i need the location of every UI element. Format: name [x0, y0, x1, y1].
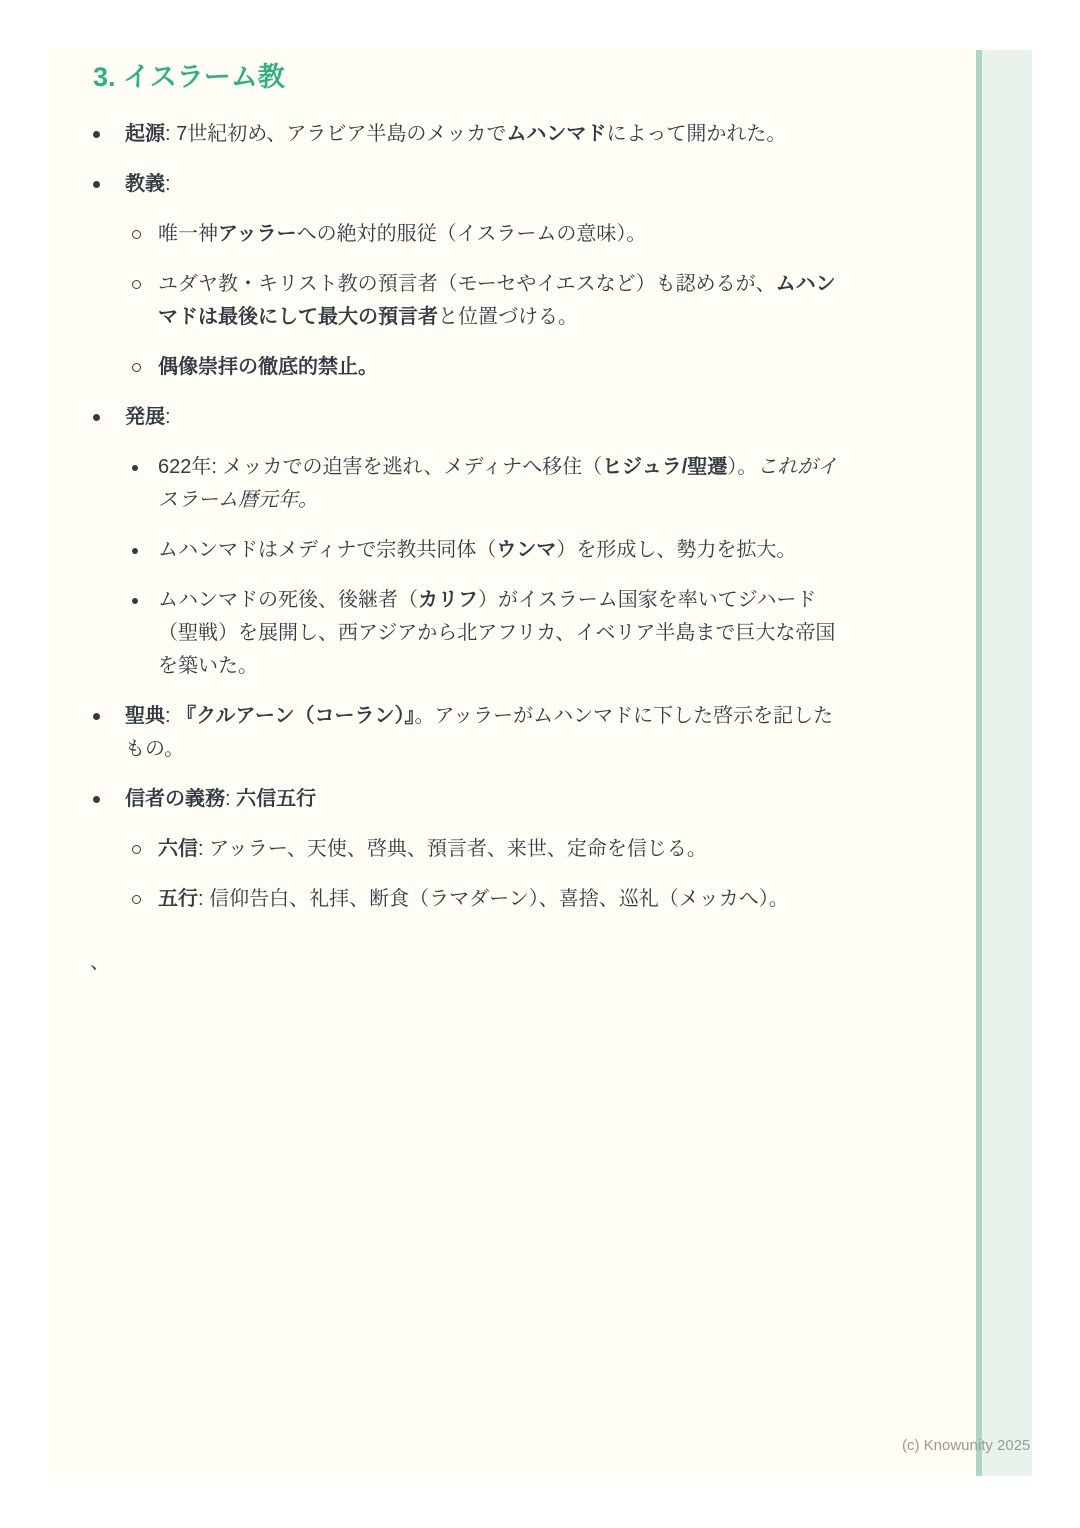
list-item	[126, 351, 838, 384]
list-item	[126, 833, 838, 866]
list-item-text: 622年: メッカでの迫害を逃れ、メディナへ移住（ヒジュラ/聖遷）。これがイスラーム暦元年。	[158, 456, 838, 511]
list-item	[126, 268, 838, 334]
list-item-text: 六信: アッラー、天使、啓典、預言者、来世、定命を信じる。	[158, 838, 707, 860]
list-item-text: 五行: 信仰告白、礼拝、断食（ラマダーン）、喜捨、巡礼（メッカへ）。	[158, 888, 789, 910]
bullet-icon	[132, 895, 141, 904]
list-item	[93, 118, 838, 151]
stray-comma-mark: 、	[90, 951, 110, 973]
list-item-text: 唯一神アッラーへの絶対的服従（イスラームの意味）。	[158, 223, 647, 245]
list-item	[93, 401, 838, 683]
list-item-text: ユダヤ教・キリスト教の預言者（モーセやイエスなど）も認めるが、ムハンマドは最後にして最大の預言者と位置づける。	[158, 273, 836, 328]
bullet-icon	[132, 363, 141, 372]
nested-list	[126, 833, 838, 916]
bullet-icon	[93, 713, 100, 720]
notes-list	[93, 118, 838, 916]
list-item	[126, 534, 838, 567]
page-content	[48, 48, 838, 979]
list-item-text: 聖典: 『クルアーン（コーラン）』。アッラーがムハンマドに下した啓示を記したもの。	[125, 705, 834, 760]
list-item	[126, 451, 838, 517]
list-item	[126, 218, 838, 251]
list-item-text: 偶像崇拝の徹底的禁止。	[158, 356, 378, 378]
nested-list	[126, 451, 838, 683]
list-item	[126, 883, 838, 916]
list-item-text: 発展:	[125, 406, 171, 428]
list-item	[93, 700, 838, 766]
right-highlight-bar	[976, 50, 1032, 1476]
document-page	[48, 48, 1032, 1476]
bullet-icon	[93, 131, 100, 138]
bullet-icon	[132, 230, 141, 239]
bullet-icon	[132, 548, 138, 554]
bullet-icon	[93, 181, 100, 188]
list-item-text: ムハンマドはメディナで宗教共同体（ウンマ）を形成し、勢力を拡大。	[158, 539, 797, 561]
list-item-text: 起源: 7世紀初め、アラビア半島のメッカでムハンマドによって開かれた。	[125, 123, 787, 145]
bullet-icon	[132, 845, 141, 854]
list-item	[126, 584, 838, 683]
list-item-text: ムハンマドの死後、後継者（カリフ）がイスラーム国家を率いてジハード（聖戦）を展開し、西アジアから北アフリカ、イベリア半島まで巨大な帝国を築いた。	[158, 589, 836, 677]
page-title: 3. イスラーム教	[93, 62, 285, 92]
nested-list	[126, 218, 838, 384]
bullet-icon	[132, 465, 138, 471]
bullet-icon	[132, 598, 138, 604]
bullet-icon	[93, 414, 100, 421]
list-item-text: 信者の義務: 六信五行	[125, 788, 317, 810]
bullet-icon	[93, 796, 100, 803]
bullet-icon	[132, 280, 141, 289]
list-item-text: 教義:	[125, 173, 171, 195]
watermark: (c) Knowunity 2025	[902, 1437, 1031, 1454]
list-item	[93, 783, 838, 916]
list-item	[93, 168, 838, 384]
